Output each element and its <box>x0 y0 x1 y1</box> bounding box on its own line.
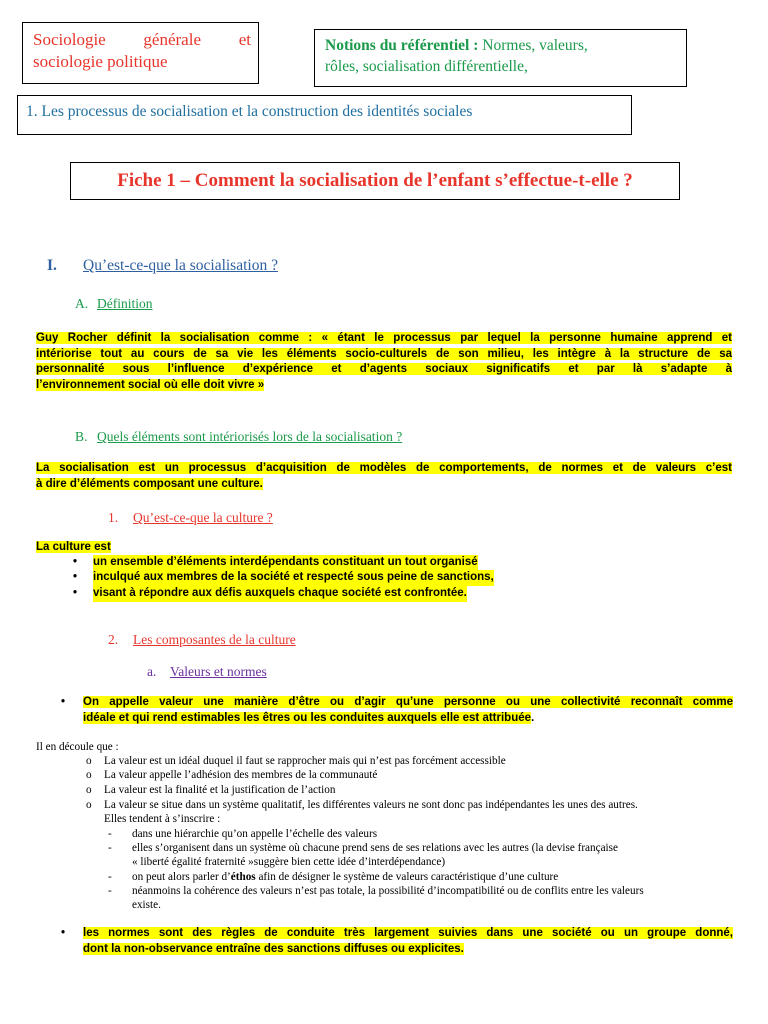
circle-item-2: La valeur appelle l’adhésion des membres de la communauté <box>104 769 378 781</box>
elles-tendent: Elles tendent à s’inscrire : <box>104 813 221 825</box>
bullet-glyph: • <box>73 571 78 583</box>
bullet-glyph: • <box>61 696 66 708</box>
quote-line-2: intériorise tout au cours de sa vie les éléments socio-culturels de son milieu, les intègre à la structure de sa <box>36 347 732 360</box>
section-1-title: Qu’est-ce-que la socialisation ? <box>83 257 278 274</box>
bullet-glyph: • <box>73 587 78 599</box>
culture-lead-text: La culture est <box>36 541 111 553</box>
dash-item-1: dans une hiérarchie qu’on appelle l’échelle des valeurs <box>132 828 378 840</box>
list-item <box>86 783 335 797</box>
il-en-decoule: Il en découle que : <box>36 741 119 753</box>
notions-line2: rôles, socialisation différentielle, <box>325 58 528 75</box>
list-item <box>73 586 467 602</box>
normes-definition <box>61 926 733 957</box>
sub-1-title: Qu’est-ce-que la culture ? <box>133 510 273 525</box>
notions-line1 <box>325 36 588 56</box>
valeur-line-2: idéale et qui rend estimables les êtres ou les conduites auxquels elle est attribuée <box>83 711 532 724</box>
list-item <box>86 754 506 768</box>
dash-glyph: - <box>108 885 112 897</box>
dash-item-2-line-2: « liberté égalité fraternité »suggère bien cette idée d’interdépendance) <box>132 856 446 869</box>
quote-line-4: l’environnement social où elle doit vivre » <box>36 378 265 391</box>
fiche-title: Fiche 1 – Comment la socialisation de l’enfant s’effectue-t-elle ? <box>117 170 633 191</box>
circle-item-4: La valeur se situe dans un système qualitatif, les différentes valeurs ne sont donc pas indépendantes les unes des autres. <box>104 799 638 811</box>
culture-bullet-1: un ensemble d’éléments interdépendants constituant un tout organisé <box>93 555 478 571</box>
normes-line-1: les normes sont des règles de conduite très largement suivies dans une société ou un groupe donné, <box>83 927 733 939</box>
intro-line-1: La socialisation est un processus d’acquisition de modèles de comportements, de normes et de valeurs c’est <box>36 462 732 474</box>
dash-item-2-line-1: elles s’organisent dans un système où chacune prend sens de ses relations avec les autres (la devise française <box>132 842 618 854</box>
section-b-intro <box>36 461 732 492</box>
circle-item-3: La valeur est la finalité et la justification de l’action <box>104 784 336 796</box>
list-item <box>108 884 644 912</box>
list-item <box>86 798 638 812</box>
valeur-end: . <box>531 711 535 724</box>
list-item <box>86 768 377 782</box>
section-1-number: I. <box>47 257 57 274</box>
chapter-title: 1. Les processus de socialisation et la construction des identités sociales <box>26 103 473 120</box>
dash-item-3-b: afin de désigner le système de valeurs caractéristique d’une culture <box>255 871 559 883</box>
fiche-box <box>70 162 680 200</box>
dash-glyph: - <box>108 828 112 840</box>
section-b-title: Quels éléments sont intériorisés lors de la socialisation ? <box>97 429 403 444</box>
sub-2-title: Les composantes de la culture <box>133 632 296 647</box>
quote-line-3: personnalité sous l’influence d’expérience et d’agents sociaux significatifs et par là s’adapte à <box>36 363 732 375</box>
culture-bullet-2: inculqué aux membres de la société et respecté sous peine de sanctions, <box>93 570 494 586</box>
normes-line-2: dont la non-observance entraîne des sanctions diffuses ou explicites. <box>83 942 464 955</box>
culture-bullet-3: visant à répondre aux défis auxquels chaque société est confrontée. <box>93 586 467 602</box>
valeur-line-1: On appelle valeur une manière d’être ou d’agir qu’une personne ou une collectivité reconnaît comme <box>83 696 733 708</box>
section-b-letter: B. <box>75 429 88 444</box>
sub-1-number: 1. <box>108 510 119 525</box>
bullet-glyph: • <box>73 556 78 568</box>
circle-glyph: o <box>86 755 92 767</box>
section-a-title: Définition <box>97 296 153 311</box>
intro-line-2: à dire d’éléments composant une culture. <box>36 477 263 490</box>
dash-item-4-line-1: néanmoins la cohérence des valeurs n’est pas totale, la possibilité d’incompatibilité ou de conflits entre les valeurs <box>132 885 644 897</box>
definition-quote <box>36 331 732 393</box>
list-item <box>108 841 618 869</box>
dash-item-3-a: on peut alors parler d’ <box>132 871 231 883</box>
bullet-glyph: • <box>61 927 66 939</box>
notions-label: Notions du référentiel : <box>325 37 479 54</box>
list-item <box>108 870 558 884</box>
culture-lead <box>36 540 111 556</box>
quote-line-1: Guy Rocher définit la socialisation comme : « étant le processus par lequel la personne humaine apprend et <box>36 332 732 344</box>
valeur-definition <box>61 695 733 726</box>
circle-glyph: o <box>86 799 92 811</box>
circle-item-1: La valeur est un idéal duquel il faut se rapprocher mais qui n’est pas forcément accessible <box>104 755 506 767</box>
list-item <box>73 555 478 571</box>
dash-glyph: - <box>108 842 112 854</box>
dash-glyph: - <box>108 871 112 883</box>
section-a-letter: A. <box>75 296 89 311</box>
sub-2-number: 2. <box>108 632 119 647</box>
sub-a-title: Valeurs et normes <box>170 664 267 679</box>
notions-text-1: Normes, valeurs, <box>478 37 588 54</box>
circle-glyph: o <box>86 769 92 781</box>
ethos-term: éthos <box>230 871 256 883</box>
sub-a-letter: a. <box>147 664 157 679</box>
course-title-box <box>22 22 259 84</box>
course-title-line1: Sociologie générale et <box>33 30 251 49</box>
notions-box <box>314 29 687 87</box>
dash-item-4-line-2: existe. <box>132 899 161 912</box>
list-item <box>108 827 377 841</box>
circle-glyph: o <box>86 784 92 796</box>
course-title-line2: sociologie politique <box>33 52 168 71</box>
chapter-box <box>17 95 632 135</box>
list-item <box>73 570 494 586</box>
